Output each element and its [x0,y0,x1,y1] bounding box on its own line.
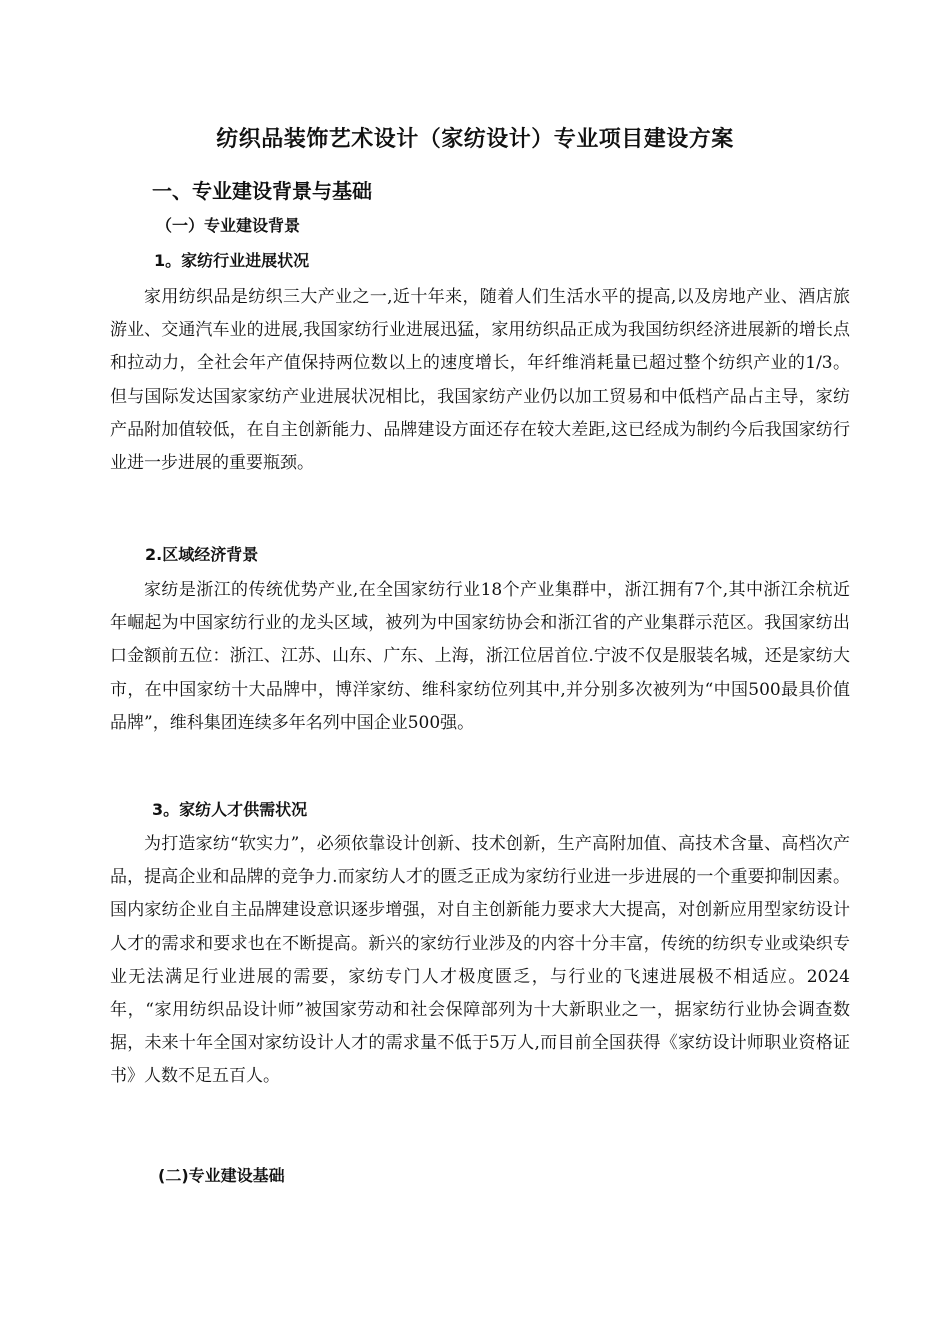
paragraph-regional-economy: 家纺是浙江的传统优势产业,在全国家纺行业18个产业集群中，浙江拥有7个,其中浙江余杭近年崛起为中国家纺行业的龙头区域，被列为中国家纺协会和浙江省的产业集群示范区。我国家纺出口金额前五位：浙江、江苏、山东、广东、上海，浙江位居首位.宁波不仅是服装名城，还是家纺大市，在中国家纺十大品牌中，博洋家纺、维科家纺位列其中,并分别多次被列为“中国500最具价值品牌”，维科集团连续多年名列中国企业500强。 [110,580,850,733]
item-heading-talent-supply: 3。家纺人才供需状况 [152,800,308,819]
document-title: 纺织品装饰艺术设计（家纺设计）专业项目建设方案 [216,127,734,152]
paragraph-talent-supply: 为打造家纺“软实力”，必须依靠设计创新、技术创新，生产高附加值、高技术含量、高档次产品，提高企业和品牌的竞争力.而家纺人才的匮乏正成为家纺行业进一步进展的一个重要抑制因素。国内家纺企业自主品牌建设意识逐步增强，对自主创新能力要求大大提高，对创新应用型家纺设计人才的需求和要求也在不断提高。新兴的家纺行业涉及的内容十分丰富，传统的纺织专业或染织专业无法满足行业进展的需要，家纺专门人才极度匮乏，与行业的飞速进展极不相适应。2024年，“家用纺织品设计师”被国家劳动和社会保障部列为十大新职业之一，据家纺行业协会调查数据，未来十年全国对家纺设计人才的需求量不低于5万人,而目前全国获得《家纺设计师职业资格证书》人数不足五百人。 [110,834,850,1087]
item-heading-industry-status: 1。家纺行业进展状况 [154,251,310,270]
paragraph-industry-status: 家用纺织品是纺织三大产业之一,近十年来，随着人们生活水平的提高,以及房地产业、酒店旅游业、交通汽车业的进展,我国家纺行业进展迅猛，家用纺织品正成为我国纺织经济进展新的增长点和拉动力，全社会年产值保持两位数以上的速度增长，年纤维消耗量已超过整个纺织产业的1/3。但与国际发达国家家纺产业进展状况相比，我国家纺产业仍以加工贸易和中低档产品占主导，家纺产品附加值较低，在自主创新能力、品牌建设方面还存在较大差距,这已经成为制约今后我国家纺行业进一步进展的重要瓶颈。 [110,287,850,474]
item-heading-regional-economy: 2.区域经济背景 [145,545,259,564]
subsection-heading-foundation: (二)专业建设基础 [158,1166,285,1185]
subsection-heading-background: （一）专业建设背景 [156,216,301,235]
section-heading-background: 一、专业建设背景与基础 [152,179,372,203]
